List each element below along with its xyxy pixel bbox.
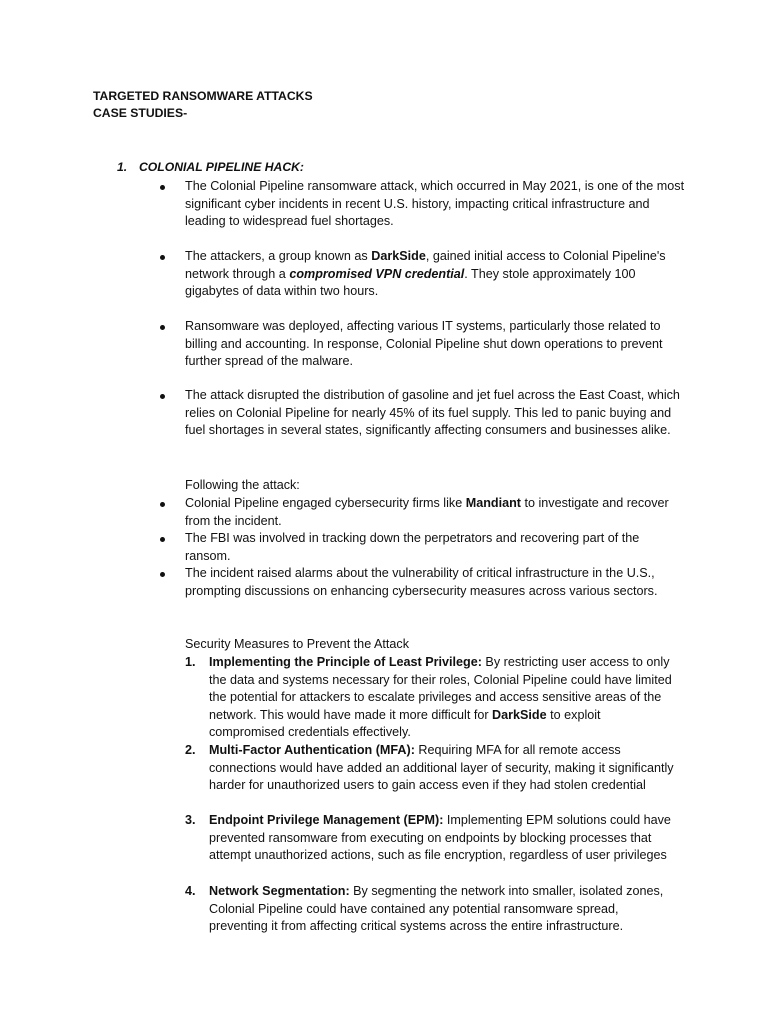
list-item: The FBI was involved in tracking down the perpetrators and recovering part of the ransom. (185, 531, 640, 563)
list-item: The attackers, a group known as DarkSide, gained initial access to Colonial Pipeline's network through a compromised VPN credential. They stole approximately 100 gigabytes of data within two hours. (185, 249, 666, 299)
list-item: The Colonial Pipeline ransomware attack, which occurred in May 2021, is one of the most significant cyber incidents in recent U.S. history, impacting critical infrastructure and leading to widespread fuel shortages. (185, 179, 685, 229)
measure-number: 1. (185, 655, 196, 669)
measure-item: Network Segmentation: By segmenting the network into smaller, isolated zones, Colonial Pipeline could have contained any potential ransomware spread, preventing it from affecting critical systems across the entire infrastructure. (209, 884, 664, 934)
bullet-icon (160, 181, 168, 189)
document-title-block (93, 88, 313, 122)
measures-label: Security Measures to Prevent the Attack (185, 637, 409, 651)
bullet-icon (160, 390, 168, 398)
bullet-icon (160, 251, 168, 259)
document-title: TARGETED RANSOMWARE ATTACKS (93, 89, 313, 103)
measure-number: 4. (185, 884, 196, 898)
measure-item: Endpoint Privilege Management (EPM): Implementing EPM solutions could have prevented ransomware from executing on endpoints by blocking processes that attempt unauthorized actions, such as file encryption, regardless of user privileges (209, 813, 671, 863)
bullet-icon (160, 568, 168, 576)
following-label: Following the attack: (185, 478, 300, 492)
measure-number: 3. (185, 813, 196, 827)
section-number: 1. (117, 160, 128, 174)
list-item: Colonial Pipeline engaged cybersecurity firms like Mandiant to investigate and recover from the incident. (185, 496, 669, 528)
bullet-icon (160, 321, 168, 329)
bullet-icon (160, 498, 168, 506)
measure-item: Multi-Factor Authentication (MFA): Requiring MFA for all remote access connections would have added an additional layer of security, making it significantly harder for unauthorized users to gain access even if they had stolen credential (209, 743, 674, 793)
measure-number: 2. (185, 743, 196, 757)
list-item: Ransomware was deployed, affecting various IT systems, particularly those related to billing and accounting. In response, Colonial Pipeline shut down operations to prevent further spread of the malware. (185, 319, 663, 369)
section-title: COLONIAL PIPELINE HACK: (139, 160, 304, 174)
measure-item: Implementing the Principle of Least Privilege: By restricting user access to only the data and systems necessary for their roles, Colonial Pipeline could have limited the potential for attackers to escalate privileges and access sensitive areas of the network. This would have made it more difficult for DarkSide to exploit compromised credentials effectively. (209, 655, 672, 740)
bullet-icon (160, 533, 168, 541)
document-subtitle: CASE STUDIES- (93, 106, 188, 120)
list-item: The attack disrupted the distribution of gasoline and jet fuel across the East Coast, which relies on Colonial Pipeline for nearly 45% of its fuel supply. This led to panic buying and fuel shortages in several states, significantly affecting consumers and businesses alike. (185, 388, 680, 438)
section-heading (117, 159, 304, 176)
list-item: The incident raised alarms about the vulnerability of critical infrastructure in the U.S., prompting discussions on enhancing cybersecurity measures across various sectors. (185, 566, 658, 598)
